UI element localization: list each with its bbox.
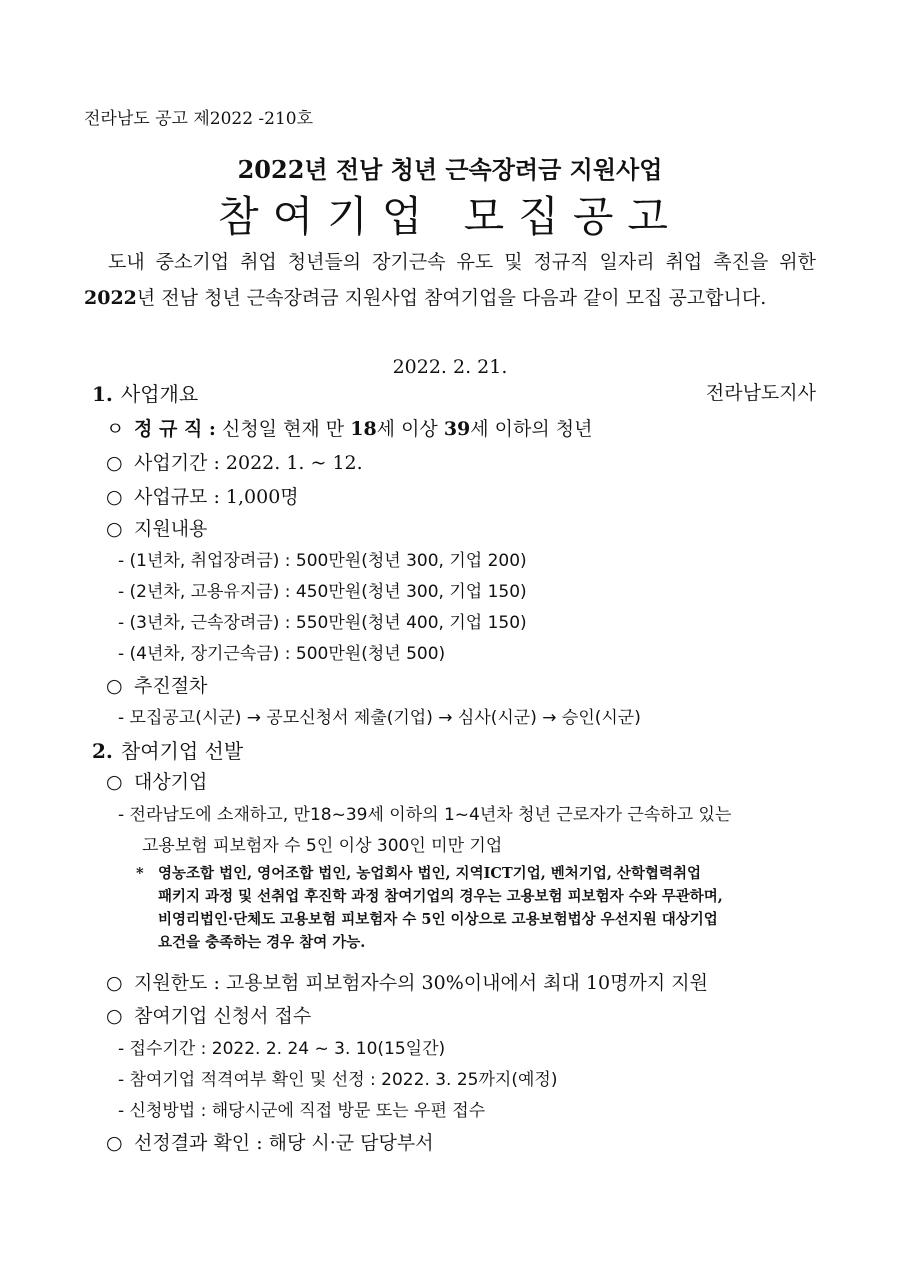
eligibility-item	[106, 414, 593, 441]
note-line-1: 영농조합 법인, 영어조합 법인, 농업회사 법인, 지역ICT기업, 벤처기업, 산학협력취업	[158, 865, 701, 882]
eligibility-t3: 세 이하의 청년	[470, 418, 593, 440]
eligibility-t1: 신청일 현재 만	[215, 418, 351, 440]
support-item-2: - (2년차, 고용유지금) : 450만원(청년 300, 기업 150)	[118, 582, 527, 602]
intro-paragraph	[84, 244, 816, 316]
target-line-2: 고용보험 피보험자 수 5인 이상 300인 미만 기업	[142, 836, 503, 856]
scale-text: 사업규모 : 1,000명	[134, 486, 299, 508]
target-title: 대상기업	[134, 771, 208, 793]
support-item-4: - (4년차, 장기근속금) : 500만원(청년 500)	[118, 644, 446, 664]
circle-bullet-icon: ○	[106, 1132, 123, 1154]
support-heading	[106, 514, 207, 541]
circle-bullet-icon: ○	[106, 675, 123, 697]
scale-item	[106, 482, 299, 509]
eligibility-label: 정 규 직 :	[134, 418, 216, 440]
circle-bullet-icon: ○	[106, 518, 123, 540]
note-line-3: 비영리법인·단체도 고용보험 피보험자 수 5인 이상으로 고용보험법상 우선지원 대상기업	[158, 911, 718, 928]
section1-number: 1.	[92, 382, 113, 406]
process-title: 추진절차	[134, 675, 208, 697]
section1-heading	[92, 378, 198, 407]
circle-bullet-icon: ○	[106, 972, 123, 994]
application-item-3: - 신청방법 : 해당시군에 직접 방문 또는 우편 접수	[118, 1101, 486, 1121]
intro-part2: 년 전남 청년 근속장려금 지원사업 참여기업을 다음과 같이 모집 공고합니다.	[136, 287, 767, 309]
eligibility-age-min: 18	[350, 418, 377, 440]
announcement-date: 2022. 2. 21.	[392, 356, 508, 378]
intro-year: 2022	[84, 287, 137, 309]
limit-text: 지원한도 : 고용보험 피보험자수의 30%이내에서 최대 10명까지 지원	[134, 972, 708, 994]
note-line-4: 요건을 충족하는 경우 참여 가능.	[158, 934, 366, 951]
circle-bullet-icon: ○	[106, 771, 123, 793]
circle-bullet-icon: ○	[106, 1005, 123, 1027]
circle-bullet-icon: ○	[106, 486, 123, 508]
section1-title: 사업개요	[120, 382, 199, 406]
period-item	[106, 448, 363, 475]
support-title: 지원내용	[134, 518, 208, 540]
document-subtitle: 2022년 전남 청년 근속장려금 지원사업	[237, 155, 663, 184]
section2-number: 2.	[92, 739, 113, 763]
document-title: 참여기업 모집공고	[218, 192, 682, 241]
eligibility-t2: 세 이상	[376, 418, 444, 440]
eligibility-age-max: 39	[443, 418, 471, 440]
process-flow: - 모집공고(시군) → 공모신청서 제출(기업) → 심사(시군) → 승인(시군)	[118, 708, 641, 728]
limit-item	[106, 968, 708, 995]
application-title: 참여기업 신청서 접수	[134, 1005, 312, 1027]
issuer-name: 전라남도지사	[705, 382, 816, 404]
application-heading	[106, 1001, 311, 1028]
section2-title: 참여기업 선발	[120, 739, 244, 763]
application-item-2: - 참여기업 적격여부 확인 및 선정 : 2022. 3. 25까지(예정)	[118, 1070, 558, 1090]
circle-bullet-icon: ○	[106, 452, 123, 474]
target-heading	[106, 767, 207, 794]
application-item-1: - 접수기간 : 2022. 2. 24 ~ 3. 10(15일간)	[118, 1039, 446, 1059]
result-text: 선정결과 확인 : 해당 시·군 담당부서	[134, 1132, 434, 1154]
result-item	[106, 1128, 434, 1155]
intro-part1: 도내 중소기업 취업 청년들의 장기근속 유도 및 정규직 일자리 취업 촉진을 위한	[108, 251, 816, 273]
asterisk-icon: *	[136, 865, 144, 882]
announcement-number: 전라남도 공고 제2022 -210호	[84, 109, 314, 129]
section2-heading	[92, 735, 243, 764]
circle-bullet-icon: ㅇ	[106, 418, 125, 440]
support-item-3: - (3년차, 근속장려금) : 550만원(청년 400, 기업 150)	[118, 613, 527, 633]
process-heading	[106, 671, 207, 698]
period-text: 사업기간 : 2022. 1. ~ 12.	[134, 452, 363, 474]
note-line-2: 패키지 과정 및 선취업 후진학 과정 참여기업의 경우는 고용보험 피보험자 수와 무관하며,	[158, 888, 723, 905]
eligibility-note	[136, 862, 822, 954]
target-line-1: - 전라남도에 소재하고, 만18~39세 이하의 1~4년차 청년 근로자가 근속하고 있는	[118, 805, 732, 825]
support-item-1: - (1년차, 취업장려금) : 500만원(청년 300, 기업 200)	[118, 551, 527, 571]
